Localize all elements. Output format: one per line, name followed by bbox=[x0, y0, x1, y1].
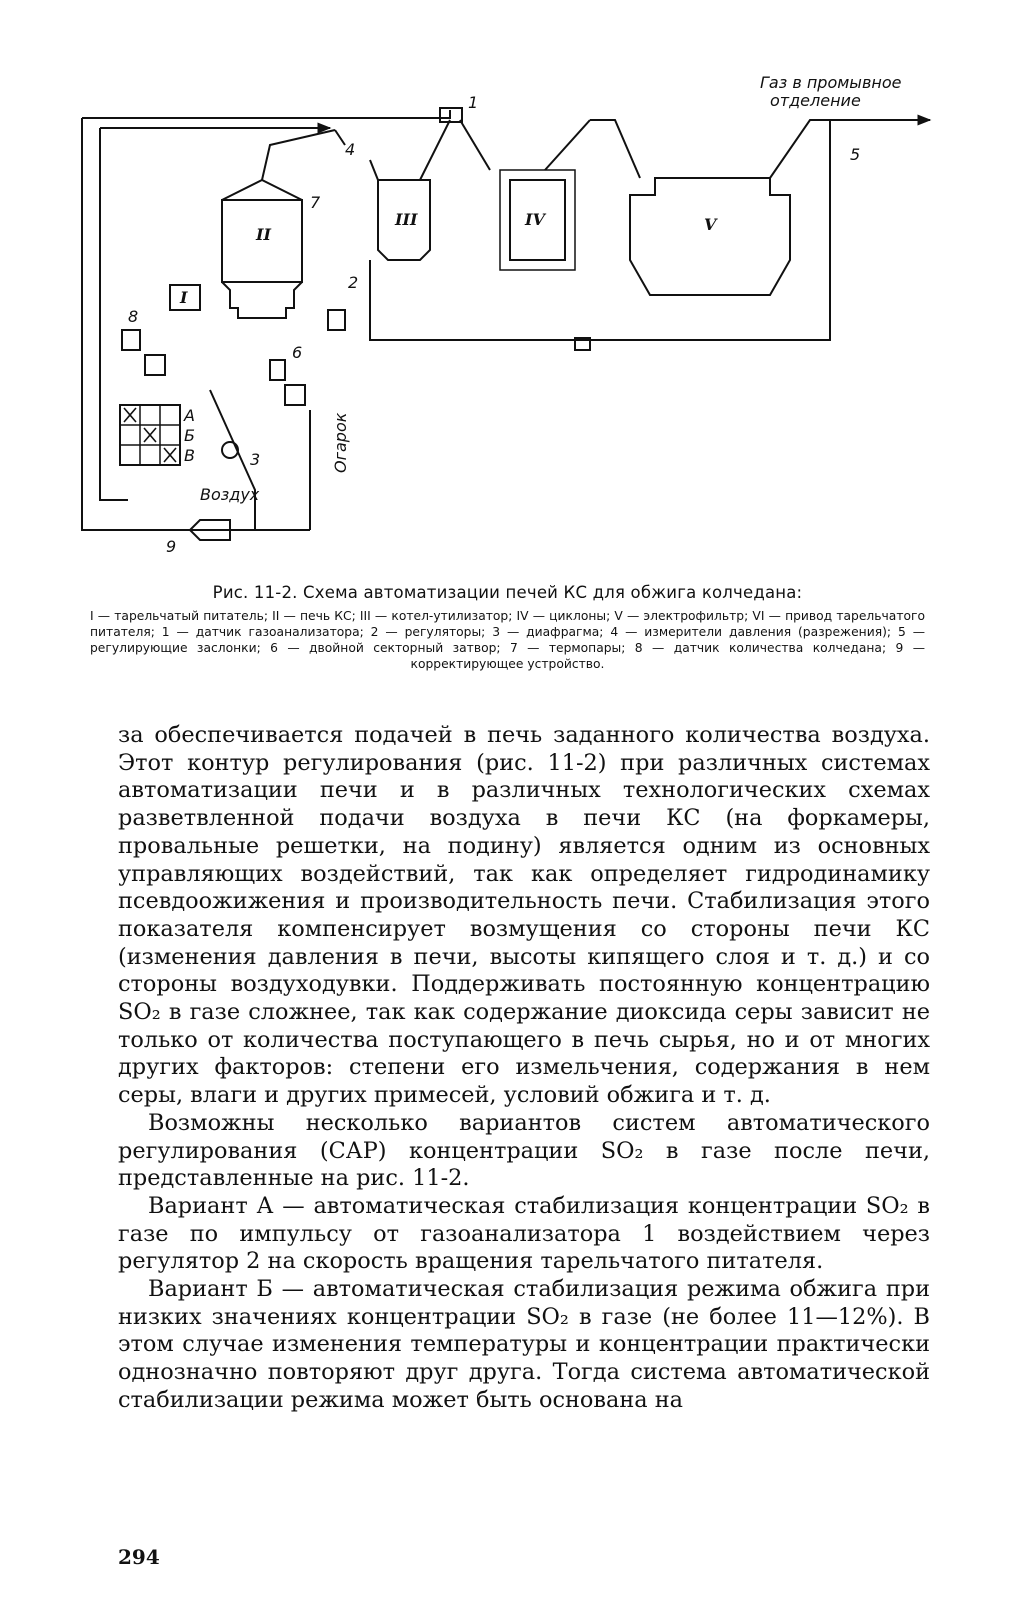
bottom-return-line bbox=[370, 120, 830, 340]
label-II: II bbox=[256, 225, 271, 244]
label-1: 1 bbox=[468, 93, 479, 112]
label-9: 9 bbox=[166, 537, 177, 556]
automation-scheme-diagram bbox=[70, 60, 940, 580]
body-text bbox=[118, 722, 930, 1415]
paragraph-2: Возможны несколько вариантов систем автоматического регулирования (САР) концентрации SO₂ в газе после печи, представленные на рис. 11-2. bbox=[118, 1109, 930, 1192]
electrofilter-v-body bbox=[630, 178, 790, 295]
label-gas-line1: Газ в промывное bbox=[760, 73, 902, 92]
label-2: 2 bbox=[348, 273, 359, 292]
label-8: 8 bbox=[128, 307, 139, 326]
label-row-v: В bbox=[184, 446, 195, 465]
label-6: 6 bbox=[292, 343, 303, 362]
outer-loop-line-top bbox=[82, 110, 450, 118]
sensor-8 bbox=[122, 330, 140, 350]
pressure-meter-4 bbox=[270, 360, 285, 380]
label-row-b: Б bbox=[184, 426, 195, 445]
label-IV: IV bbox=[525, 210, 545, 229]
label-4: 4 bbox=[345, 140, 356, 159]
label-V: V bbox=[704, 215, 717, 234]
label-5: 5 bbox=[850, 145, 861, 164]
label-row-a: А bbox=[184, 406, 195, 425]
label-vozduh: Воздух bbox=[200, 485, 260, 504]
label-3: 3 bbox=[250, 450, 261, 469]
caption-legend: I — тарельчатый питатель; II — печь КС; III — котел-утилизатор; IV — циклоны; V — электрофильтр; VI — привод тарельчатого питателя; 1 — датчик газоанализатора; 2 — регуляторы; 3 — диафрагма; 4 — измерители давления (разрежения); 5 — регулирующие заслонки; 6 — двойной секторный затвор; 7 — термопары; 8 — датчик количества колчедана; 9 — корректирующее устройство. bbox=[90, 609, 925, 671]
inner-loop-line-left bbox=[100, 128, 128, 500]
label-I: I bbox=[180, 288, 188, 307]
label-III: III bbox=[395, 210, 418, 229]
label-7: 7 bbox=[310, 193, 321, 212]
label-gas-line2: отделение bbox=[770, 91, 861, 110]
diaphragm-3 bbox=[222, 442, 238, 458]
figure-11-2 bbox=[70, 60, 940, 580]
figure-caption bbox=[90, 583, 925, 672]
air-input-line bbox=[210, 390, 255, 530]
paragraph-4: Вариант Б — автоматическая стабилизация режима обжига при низких значениях концентрации SO₂ в газе (не более 11—12%). В этом случае изменения температуры и концентрации практически однозначно повторяют друг друга. Тогда система автоматической стабилизации режима может быть основана на bbox=[118, 1276, 930, 1413]
paragraph-1: за обеспечивается подачей в печь заданного количества воздуха. Этот контур регулирования (рис. 11-2) при различных системах автоматизации печи и в различных технологических схемах разветвленной подачи воздуха в печи КС (на форкамеры, провальные решетки, на подину) является одним из основных управляющих воздействий, так как определяет гидродинамику псевдоожижения и производительность печи. Стабилизация этого показателя компенсирует возмущения со стороны печи КС (изменения давления в печи, высоты кипящего слоя и т. д.) и со стороны воздуходувки. Поддерживать постоянную концентрацию SO₂ в газе сложнее, так как содержание диоксида серы зависит не только от количества поступающего в печь сырья, но и от многих других факторов: степени его измельчения, содержания в нем серы, влаги и других примесей, условий обжига и т. д. bbox=[118, 722, 930, 1109]
regulator-2-right bbox=[328, 310, 345, 330]
caption-title: Рис. 11-2. Схема автоматизации печей КС для обжига колчедана: bbox=[212, 583, 803, 602]
label-ogarok: Огарок bbox=[331, 412, 350, 473]
regulator-2-mid bbox=[285, 385, 305, 405]
regulator-2-left bbox=[145, 355, 165, 375]
gas-duct-top bbox=[262, 130, 335, 180]
page-number: 294 bbox=[118, 1545, 160, 1569]
paragraph-3: Вариант А — автоматическая стабилизация концентрации SO₂ в газе по импульсу от газоанализатора 1 воздействием через регулятор 2 на скорость вращения тарельчатого питателя. bbox=[118, 1192, 930, 1275]
